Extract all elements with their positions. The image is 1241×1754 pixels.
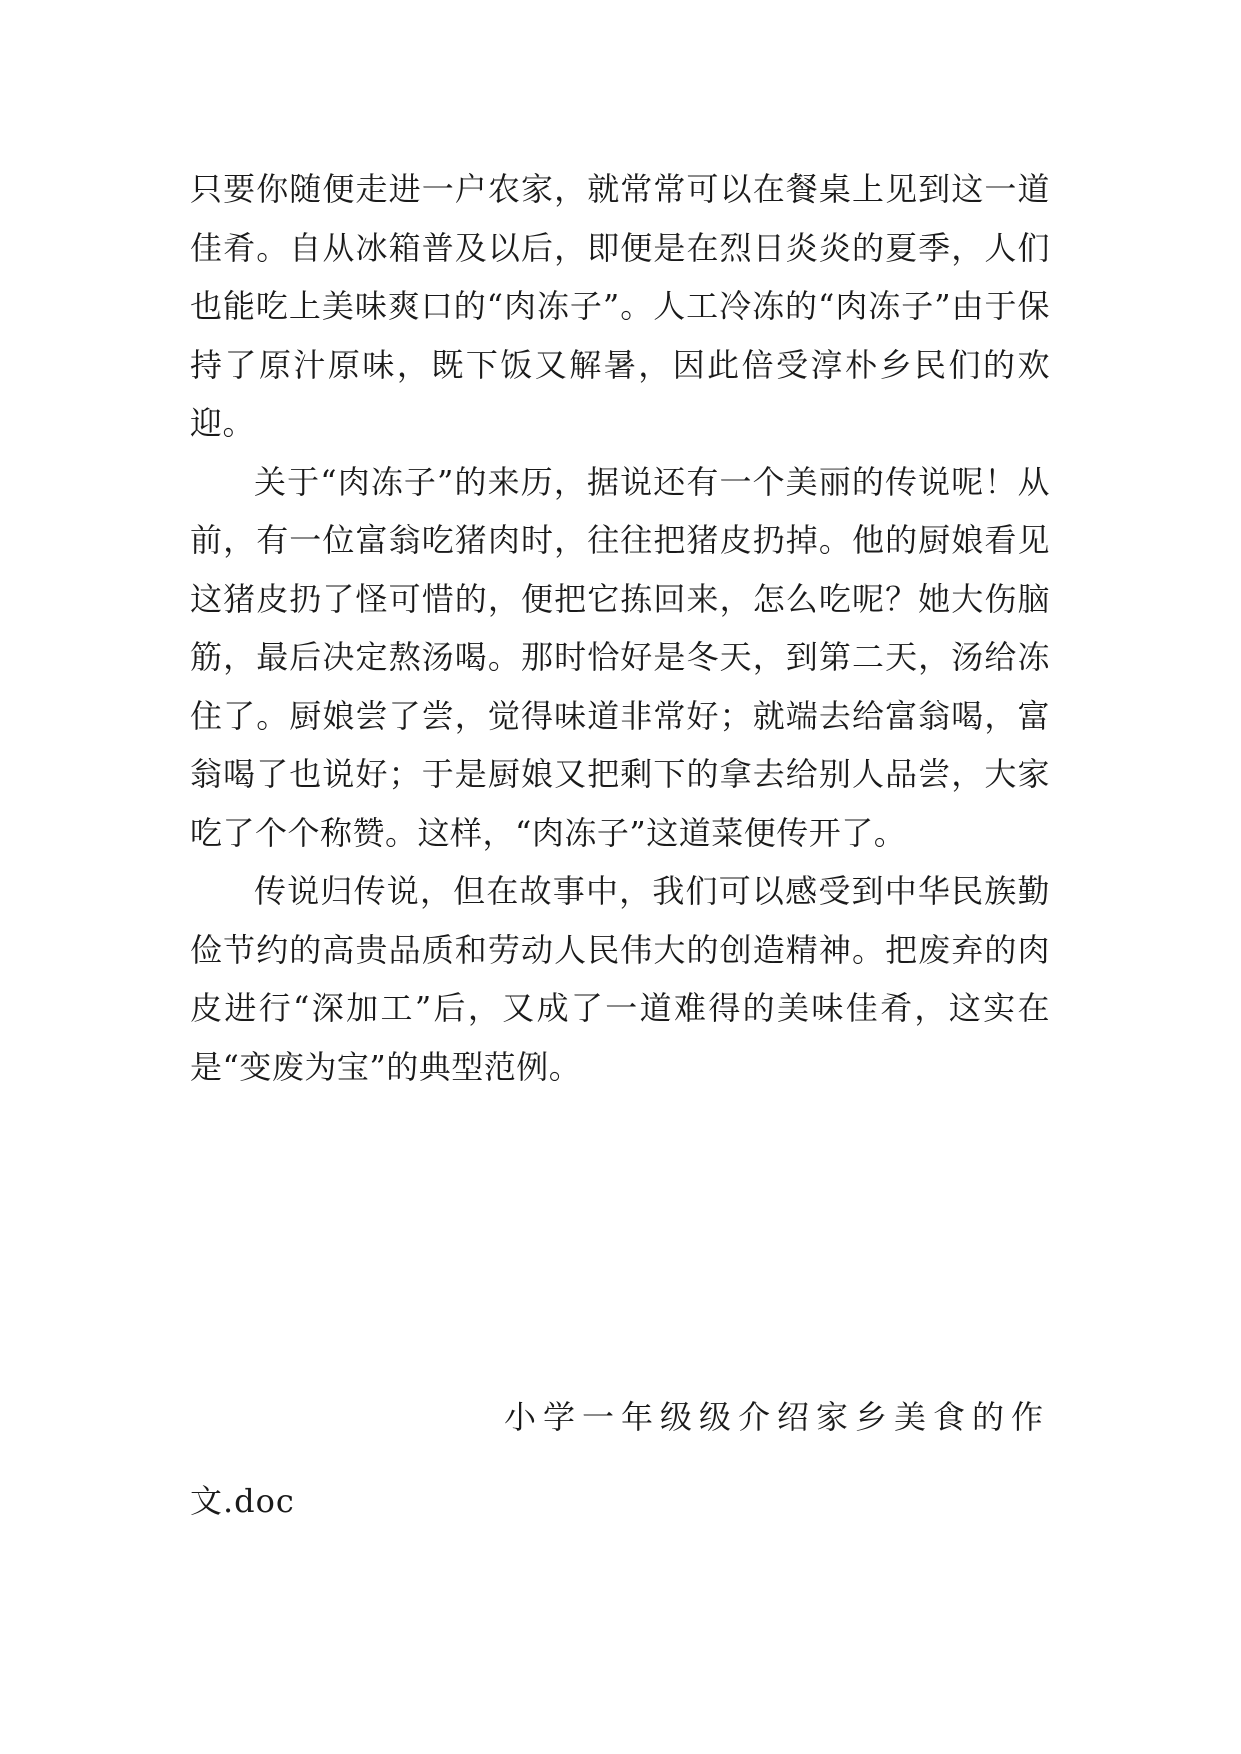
paragraph-3: 传说归传说，但在故事中，我们可以感受到中华民族勤俭节约的高贵品质和劳动人民伟大的创造精神。把废弃的肉皮进行“深加工”后，又成了一道难得的美味佳肴，这实在是“变废为宝”的典型范例。	[190, 872, 1050, 1086]
footer-title-line-1: 小学一年级级介绍家乡美食的作	[503, 1398, 1050, 1436]
document-filename-footer	[190, 1375, 1050, 1543]
paragraph-2: 关于“肉冻子”的来历，据说还有一个美丽的传说呢！从前，有一位富翁吃猪肉时，往往把猪皮扔掉。他的厨娘看见这猪皮扔了怪可惜的，便把它拣回来，怎么吃呢？她大伤脑筋，最后决定熬汤喝。那时恰好是冬天，到第二天，汤给冻住了。厨娘尝了尝，觉得味道非常好；就端去给富翁喝，富翁喝了也说好；于是厨娘又把剩下的拿去给别人品尝，大家吃了个个称赞。这样，“肉冻子”这道菜便传开了。	[190, 462, 1050, 852]
footer-title-line-2: 文.doc	[190, 1482, 295, 1520]
document-body	[190, 160, 1050, 1096]
paragraph-1: 只要你随便走进一户农家，就常常可以在餐桌上见到这一道佳肴。自从冰箱普及以后，即便是在烈日炎炎的夏季，人们也能吃上美味爽口的“肉冻子”。人工冷冻的“肉冻子”由于保持了原汁原味，既下饭又解暑，因此倍受淳朴乡民们的欢迎。	[190, 170, 1050, 442]
